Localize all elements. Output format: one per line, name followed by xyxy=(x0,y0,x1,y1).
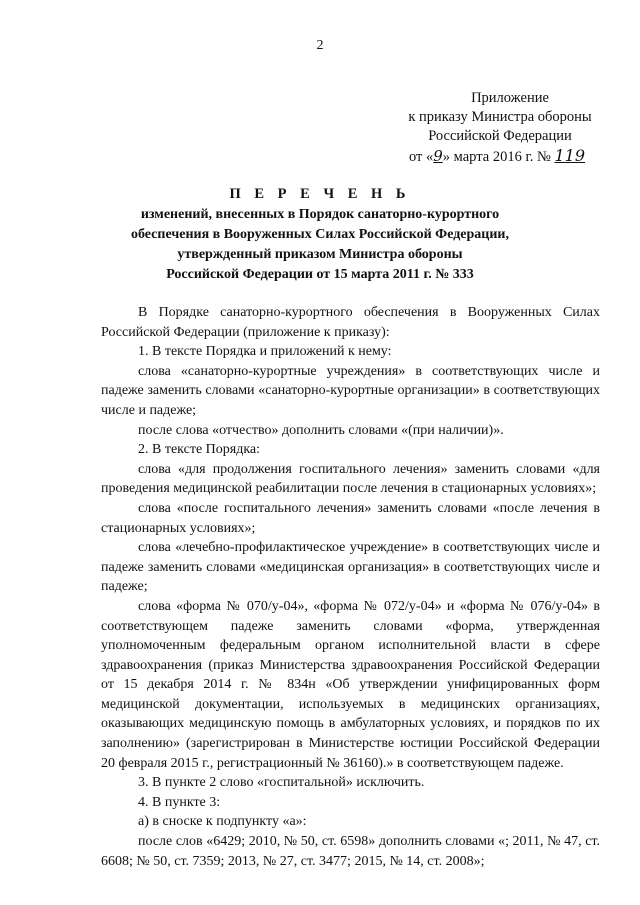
title-line: Российской Федерации от 15 марта 2011 г. № 333 xyxy=(166,267,474,282)
document-title xyxy=(100,184,540,285)
paragraph: после слов «6429; 2010, № 50, ст. 6598» дополнить словами «; 2011, № 47, ст. 6608; № 50, ст. 7359; 2013, № 27, ст. 3477; 2015, № 14, ст. 2008»; xyxy=(101,834,600,869)
title-line: обеспечения в Вооруженных Силах Российской Федерации, xyxy=(130,227,509,242)
appendix-title: Приложение xyxy=(471,90,549,106)
paragraph: слова «лечебно-профилактическое учреждение» в соответствующих числе и падеже заменить словами «медицинская организация» в соответствующих числе и падеже; xyxy=(101,540,600,595)
paragraph: 4. В пункте 3: xyxy=(138,794,221,810)
paragraph: 1. В тексте Порядка и приложений к нему: xyxy=(138,344,392,360)
appendix-country-line: Российской Федерации xyxy=(428,128,572,144)
paragraph: слова «для продолжения госпитального лечения» заменить словами «для проведения медицинской реабилитации после лечения в стационарных условиях»; xyxy=(101,461,600,497)
date-prefix: от « xyxy=(408,149,434,165)
page-number: 2 xyxy=(316,38,324,53)
paragraph: В Порядке санаторно-курортного обеспечения в Вооруженных Силах Российской Федерации (приложение к приказу): xyxy=(101,305,600,340)
document-body xyxy=(101,303,600,871)
title-line: утвержденный приказом Министра обороны xyxy=(177,247,463,262)
appendix-date-line xyxy=(374,146,620,167)
appendix-block xyxy=(380,89,620,167)
handwritten-day: 9 xyxy=(433,147,443,165)
paragraph: слова «после госпитального лечения» заменить словами «после лечения в стационарных условиях»; xyxy=(101,500,600,536)
appendix-order-line: к приказу Министра обороны xyxy=(408,109,592,125)
paragraph: 2. В тексте Порядка: xyxy=(138,442,261,458)
date-suffix: » марта 2016 г. № xyxy=(442,149,551,165)
paragraph: 3. В пункте 2 слово «госпитальной» исключить. xyxy=(138,775,425,791)
paragraph: а) в сноске к подпункту «а»: xyxy=(138,814,307,830)
paragraph: после слова «отчество» дополнить словами «(при наличии)». xyxy=(138,422,504,438)
title-line: изменений, внесенных в Порядок санаторно-курортного xyxy=(140,207,500,222)
paragraph: слова «форма № 070/у-04», «форма № 072/у-04» и «форма № 076/у-04» в соответствующем падеже заменить словами «форма, утвержденная уполномоченным федеральным органом исполнительной власти в сфере здравоохранения (приказ Министерства здравоохранения Российской Федерации от 15 декабря 2014 г. № 834н «Об утверждении унифицированных форм медицинской документации, используемых в медицинских организациях, оказывающих медицинскую помощь в амбулаторных условиях, и порядков по их заполнению» (зарегистрирован в Министерстве юстиции Российской Федерации 20 февраля 2015 г., регистрационный № 36160).» в соответствующем падеже. xyxy=(101,598,600,771)
handwritten-order-number: 119 xyxy=(554,146,586,165)
title-heading: П Е Р Е Ч Е Н Ь xyxy=(229,186,411,202)
paragraph: слова «санаторно-курортные учреждения» в соответствующих числе и падеже заменить словами «санаторно-курортные организации» в соответствующих числе и падеже; xyxy=(101,363,600,418)
